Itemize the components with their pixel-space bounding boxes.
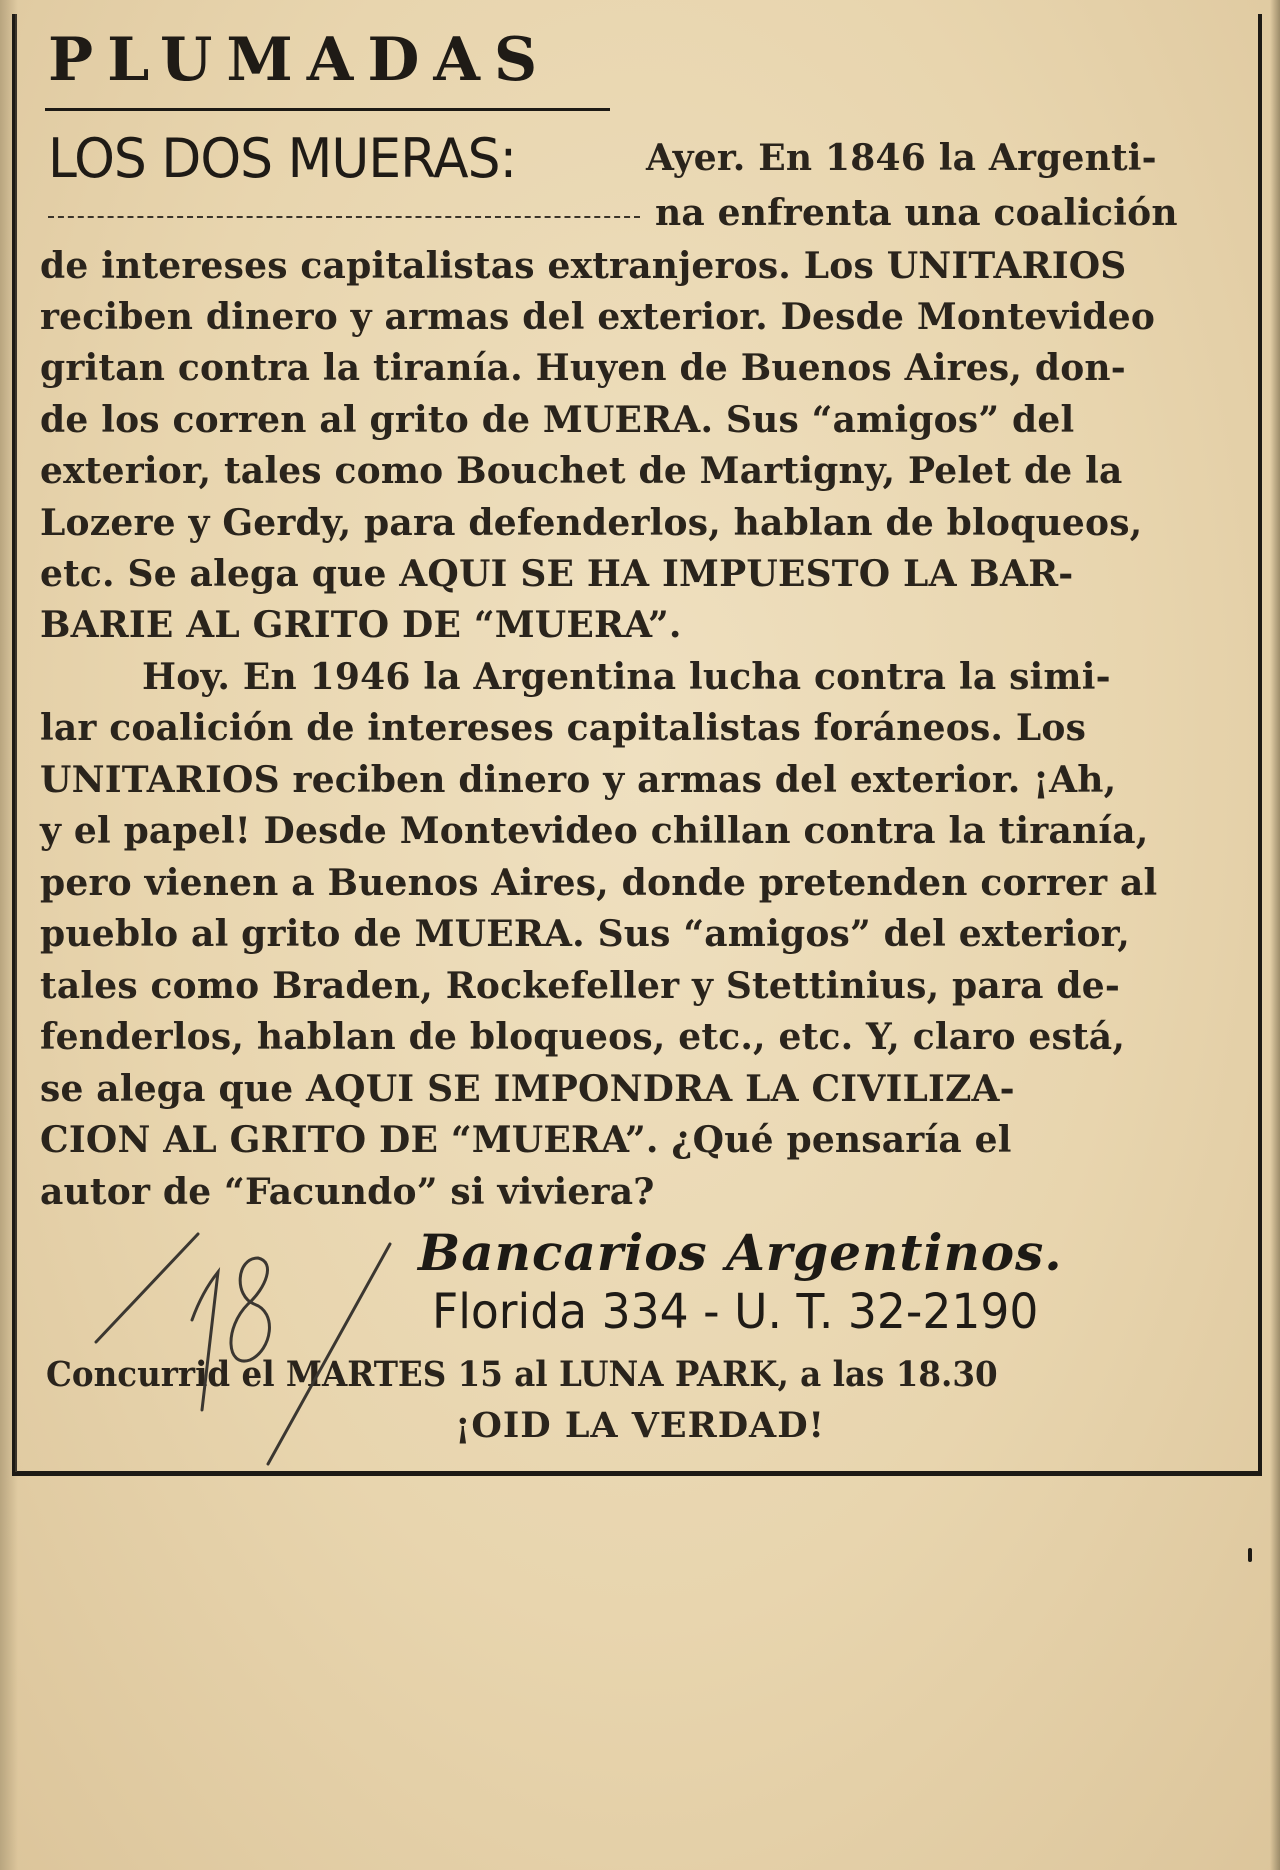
body-line: pero vienen a Buenos Aires, donde pretenden correr al [40, 862, 1158, 904]
body-line: Lozere y Gerdy, para defenderlos, hablan de bloqueos, [40, 502, 1143, 544]
headline-dashed-rule [48, 216, 640, 218]
body-line: Ayer. En 1846 la Argenti- [646, 137, 1157, 179]
body-line: lar coalición de intereses capitalistas foráneos. Los [40, 707, 1087, 749]
body-line: tales como Braden, Rockefeller y Stettinius, para de- [40, 965, 1121, 1007]
body-line: y el papel! Desde Montevideo chillan contra la tiranía, [40, 810, 1149, 852]
address-line: Florida 334 - U. T. 32-2190 [432, 1284, 1039, 1340]
article-headline: LOS DOS MUERAS: [48, 127, 517, 190]
body-line: autor de “Facundo” si viviera? [40, 1171, 655, 1213]
body-line: na enfrenta una coalición [655, 192, 1178, 234]
body-line: fenderlos, hablan de bloqueos, etc., etc. Y, claro está, [40, 1016, 1126, 1058]
body-line: pueblo al grito de MUERA. Sus “amigos” del exterior, [40, 913, 1130, 955]
body-line: se alega que AQUI SE IMPONDRA LA CIVILIZA- [40, 1068, 1015, 1110]
frame-inner-rule [15, 14, 17, 1472]
signature: Bancarios Argentinos. [418, 1223, 1063, 1282]
body-line: BARIE AL GRITO DE “MUERA”. [40, 604, 682, 646]
body-line: CION AL GRITO DE “MUERA”. ¿Qué pensaría el [40, 1119, 1012, 1161]
body-line: de los corren al grito de MUERA. Sus “amigos” del [40, 399, 1075, 441]
body-line: reciben dinero y armas del exterior. Desde Montevideo [40, 296, 1156, 338]
event-announcement: Concurrid el MARTES 15 al LUNA PARK, a las 18.30 [46, 1354, 998, 1395]
body-line: de intereses capitalistas extranjeros. Los UNITARIOS [40, 245, 1127, 287]
ink-mark [1248, 1548, 1252, 1562]
body-line: gritan contra la tiranía. Huyen de Buenos Aires, don- [40, 347, 1126, 389]
section-title-underline [45, 108, 610, 111]
body-line: exterior, tales como Bouchet de Martigny, Pelet de la [40, 450, 1123, 492]
section-title: PLUMADAS [48, 25, 552, 95]
closing-slogan: ¡OID LA VERDAD! [455, 1405, 825, 1446]
paper-edge-right [1270, 0, 1280, 1870]
body-line: Hoy. En 1946 la Argentina lucha contra la simi- [142, 656, 1111, 698]
handwritten-annotation [90, 1200, 410, 1470]
body-line: etc. Se alega que AQUI SE HA IMPUESTO LA BAR- [40, 553, 1074, 595]
body-line: UNITARIOS reciben dinero y armas del exterior. ¡Ah, [40, 759, 1117, 801]
